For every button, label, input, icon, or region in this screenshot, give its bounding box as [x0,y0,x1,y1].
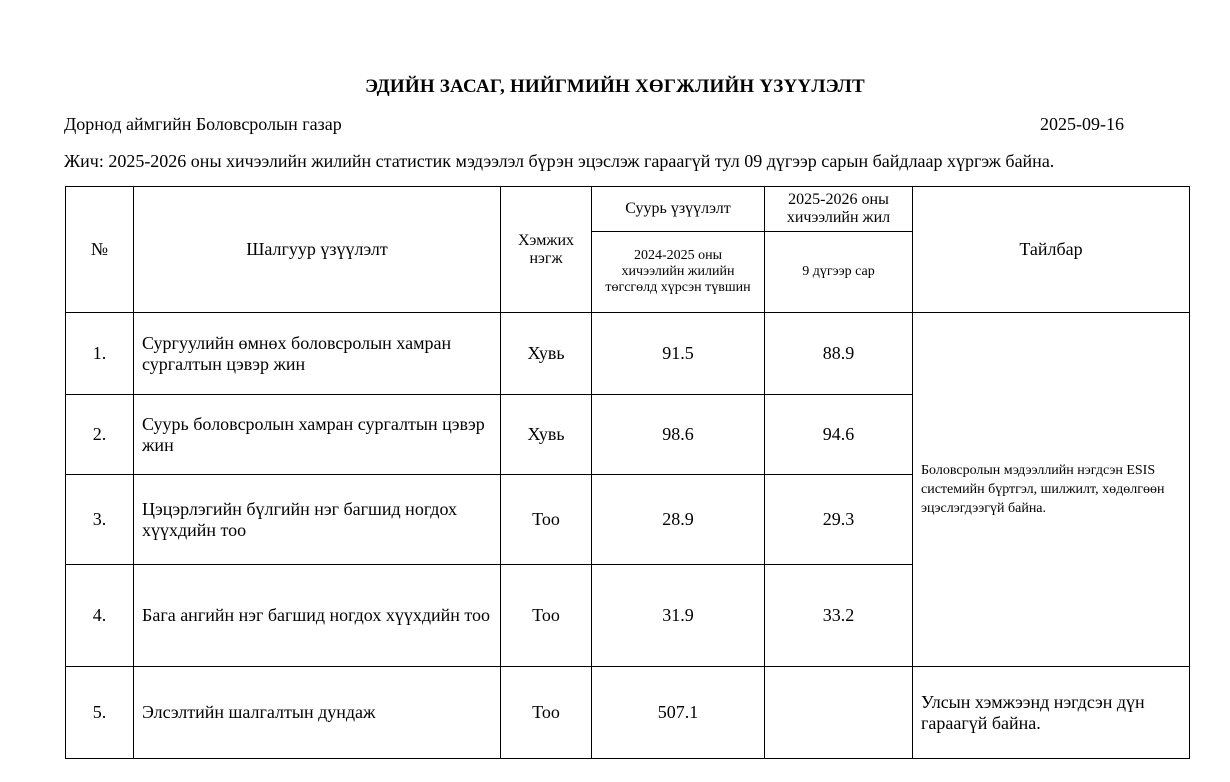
row-remark: Улсын хэмжээнд нэгдсэн дүн гараагүй байна. [913,667,1190,759]
row-current-value [765,667,913,759]
table-row [66,667,1190,759]
organization-name: Дорнод аймгийн Боловсролын газар [64,114,342,134]
row-unit: Тоо [501,667,592,759]
row-number: 1. [66,313,134,395]
row-baseline-value: 91.5 [592,313,765,395]
row-unit: Тоо [501,475,592,565]
row-baseline-value: 507.1 [592,667,765,759]
row-unit: Хувь [501,395,592,475]
row-current-value: 29.3 [765,475,913,565]
header-baseline-group: Суурь үзүүлэлт [592,187,765,232]
row-indicator: Суурь боловсролын хамран сургалтын цэвэр жин [134,395,501,475]
header-current-group: 2025-2026 оны хичээлийн жил [765,187,913,232]
row-unit: Тоо [501,565,592,667]
indicators-table [65,186,1190,759]
row-current-value: 88.9 [765,313,913,395]
header-number: № [66,187,134,313]
row-indicator: Элсэлтийн шалгалтын дундаж [134,667,501,759]
header-remark: Тайлбар [913,187,1190,313]
row-number: 5. [66,667,134,759]
row-baseline-value: 98.6 [592,395,765,475]
row-current-value: 94.6 [765,395,913,475]
row-indicator: Сургуулийн өмнөх боловсролын хамран сургалтын цэвэр жин [134,313,501,395]
document-date: 2025-09-16 [1040,114,1124,134]
row-baseline-value: 31.9 [592,565,765,667]
document-note: Жич: 2025-2026 оны хичээлийн жилийн статистик мэдээлэл бүрэн эцэслэж гараагүй тул 09 дүгээр сарын байдлаар хүргэж байна. [64,151,1055,171]
header-indicator: Шалгуур үзүүлэлт [134,187,501,313]
shared-remark: Боловсролын мэдээллийн нэгдсэн ESIS системийн бүртгэл, шилжилт, хөдөлгөөн эцэслэгдээгүй байна. [913,313,1190,667]
row-unit: Хувь [501,313,592,395]
header-current-sub: 9 дүгээр сар [765,232,913,313]
header-row-1 [66,187,1190,232]
row-current-value: 33.2 [765,565,913,667]
header-unit: Хэмжих нэгж [501,187,592,313]
row-indicator: Бага ангийн нэг багшид ногдох хүүхдийн тоо [134,565,501,667]
document-title: ЭДИЙН ЗАСАГ, НИЙГМИЙН ХӨГЖЛИЙН ҮЗҮҮЛЭЛТ [365,76,865,97]
row-baseline-value: 28.9 [592,475,765,565]
row-number: 4. [66,565,134,667]
header-baseline-sub: 2024-2025 оны хичээлийн жилийн төгсгөлд хүрсэн түвшин [592,232,765,313]
table-row [66,313,1190,395]
row-number: 2. [66,395,134,475]
row-number: 3. [66,475,134,565]
row-indicator: Цэцэрлэгийн бүлгийн нэг багшид ногдох хүүхдийн тоо [134,475,501,565]
